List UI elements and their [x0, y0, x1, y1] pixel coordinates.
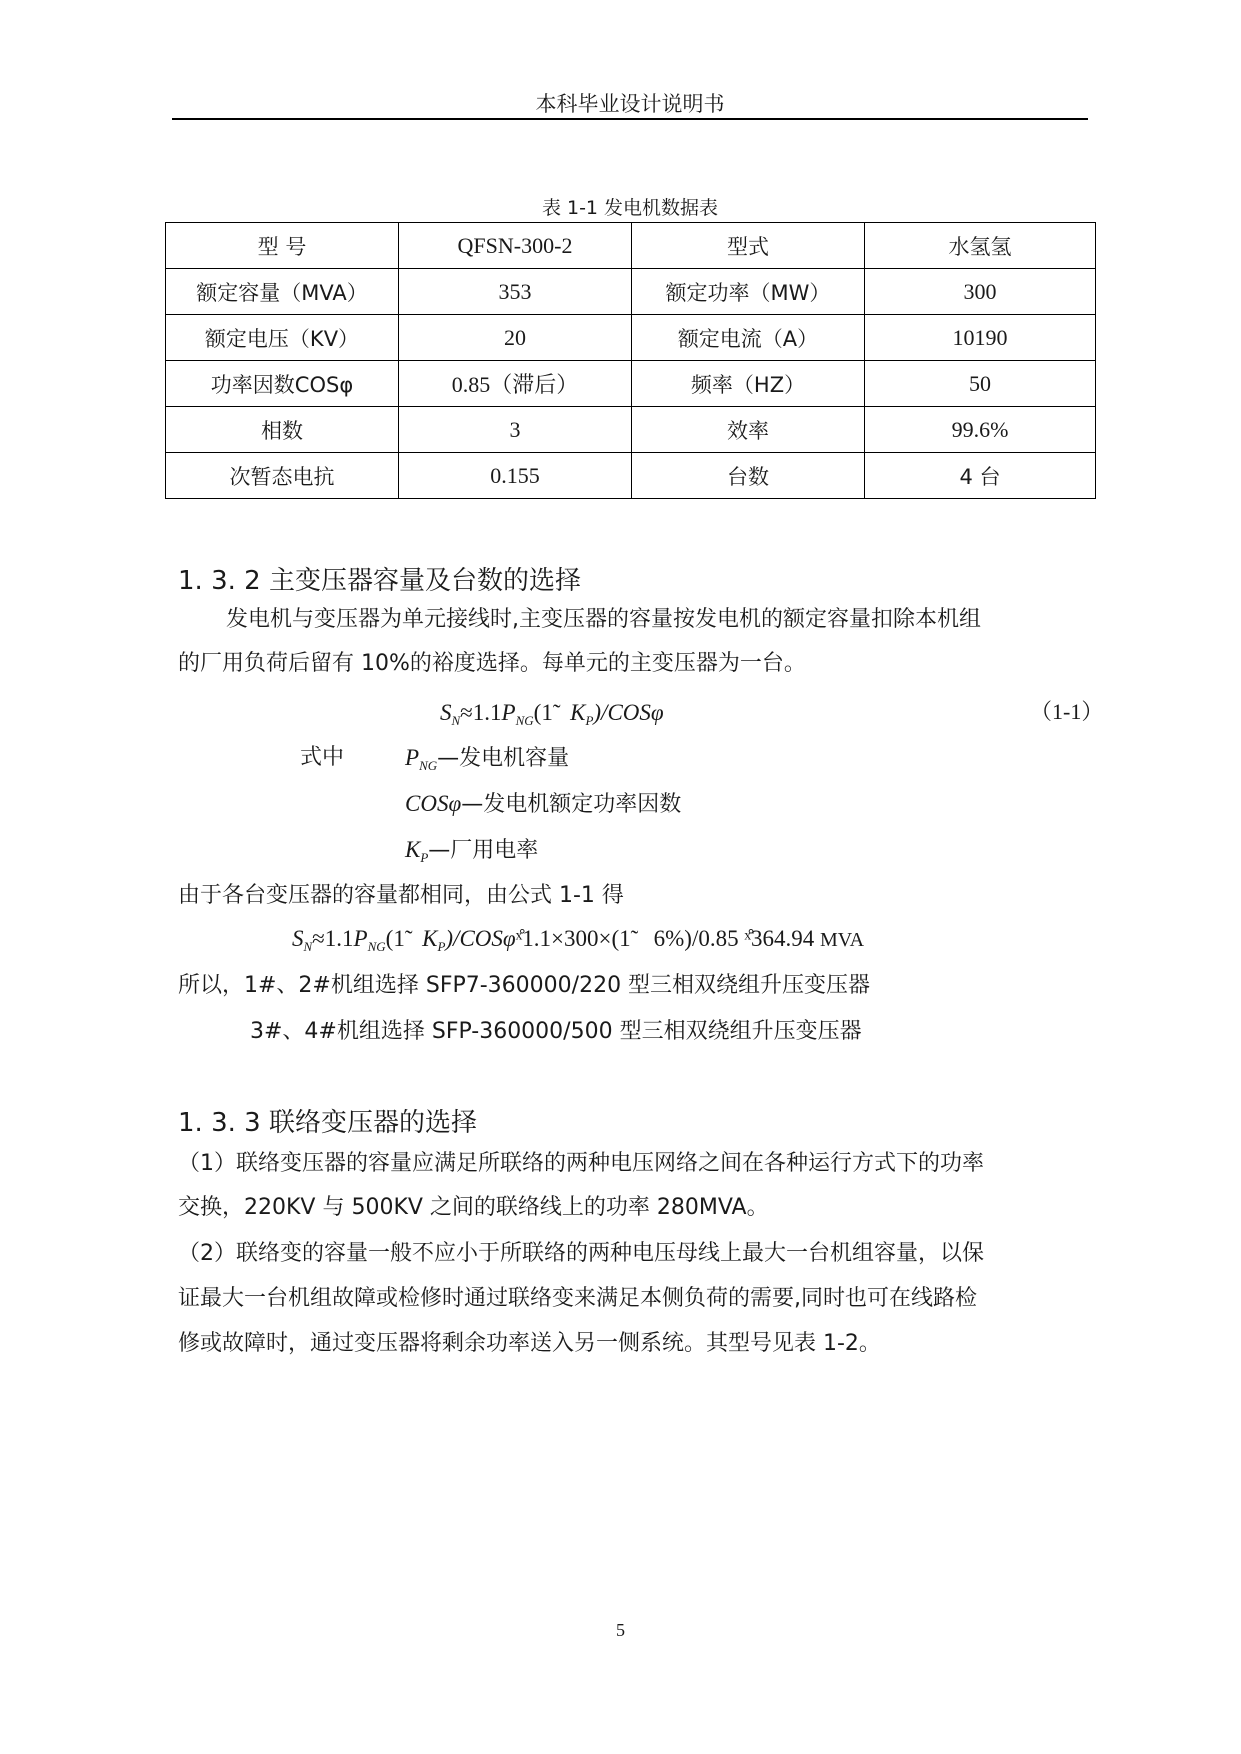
- paragraph-line: 发电机与变压器为单元接线时,主变压器的容量按发电机的额定容量扣除本机组: [226, 607, 981, 632]
- table-cell: 相数: [166, 407, 399, 453]
- table-cell: 20: [399, 315, 632, 361]
- table-row: [166, 453, 1096, 499]
- paragraph-line: 修或故障时，通过变压器将剩余功率送入另一侧系统。其型号见表 1-2。: [178, 1331, 881, 1356]
- table-cell: 额定电压（KV）: [166, 315, 399, 361]
- paragraph-line: （2）联络变的容量一般不应小于所联络的两种电压母线上最大一台机组容量，以保: [178, 1241, 984, 1266]
- table-caption: 表 1-1 发电机数据表: [541, 197, 719, 219]
- formula-1-1: $S_N\approx 1.1P_{NG}(1̃$ $K_P$)/COSφ: [440, 700, 664, 728]
- table-cell: QFSN-300-2: [399, 223, 632, 269]
- table-cell: 50: [865, 361, 1096, 407]
- table-cell: 300: [865, 269, 1096, 315]
- table-cell: 额定容量（MVA）: [166, 269, 399, 315]
- definition-line: $K_P—$厂用电率: [405, 837, 539, 865]
- table-row: [166, 361, 1096, 407]
- table-cell: 额定功率（MW）: [632, 269, 865, 315]
- page-header: 本科毕业设计说明书: [535, 92, 725, 116]
- table-row: [166, 315, 1096, 361]
- calculation-formula: $S_N\approx 1.1P_{NG}(1̃$ $K_P)/COS\varphi ˣ̊1.1\times 300\times(1̃$ 6%)/0.85 ˣ̊364.94 MVA: [292, 926, 865, 954]
- page-number: 5: [616, 1620, 625, 1640]
- paragraph-line: 证最大一台机组故障或检修时通过联络变来满足本侧负荷的需要,同时也可在线路检: [178, 1286, 977, 1311]
- generator-data-table: [165, 222, 1096, 499]
- paragraph-line: 所以，1#、2#机组选择 SFP7-360000/220 型三相双绕组升压变压器: [178, 973, 871, 998]
- formula-number: （1-1）: [1030, 699, 1104, 724]
- table-row: [166, 269, 1096, 315]
- paragraph-line: （1）联络变压器的容量应满足所联络的两种电压网络之间在各种运行方式下的功率: [178, 1151, 984, 1176]
- table-cell: 0.155: [399, 453, 632, 499]
- paragraph-line: 3#、4#机组选择 SFP-360000/500 型三相双绕组升压变压器: [250, 1019, 862, 1044]
- table-cell: 4 台: [865, 453, 1096, 499]
- table-cell: 台数: [632, 453, 865, 499]
- section-heading-1-3-3: 1. 3. 3 联络变压器的选择: [178, 1108, 477, 1138]
- table-cell: 额定电流（A）: [632, 315, 865, 361]
- table-cell: 效率: [632, 407, 865, 453]
- table-cell: 次暂态电抗: [166, 453, 399, 499]
- where-label: 式中: [300, 745, 345, 770]
- table-cell: 频率（HZ）: [632, 361, 865, 407]
- paragraph-line: 的厂用负荷后留有 10%的裕度选择。每单元的主变压器为一台。: [178, 651, 806, 676]
- table-cell: 10190: [865, 315, 1096, 361]
- table-row: [166, 223, 1096, 269]
- paragraph-line: 由于各台变压器的容量都相同，由公式 1-1 得: [178, 883, 624, 908]
- table-cell: 水氢氢: [865, 223, 1096, 269]
- table-cell: 0.85（滞后）: [399, 361, 632, 407]
- paragraph-line: 交换，220KV 与 500KV 之间的联络线上的功率 280MVA。: [178, 1195, 769, 1220]
- header-rule: [172, 118, 1088, 120]
- table-cell: 型 号: [166, 223, 399, 269]
- table-cell: 99.6%: [865, 407, 1096, 453]
- table-cell: 型式: [632, 223, 865, 269]
- table-cell: 353: [399, 269, 632, 315]
- definition-line: COSφ—发电机额定功率因数: [405, 791, 682, 817]
- definition-line: $P_{NG}—$发电机容量: [405, 745, 570, 773]
- section-heading-1-3-2: 1. 3. 2 主变压器容量及台数的选择: [178, 566, 581, 596]
- table-cell: 功率因数COSφ: [166, 361, 399, 407]
- table-cell: 3: [399, 407, 632, 453]
- table-row: [166, 407, 1096, 453]
